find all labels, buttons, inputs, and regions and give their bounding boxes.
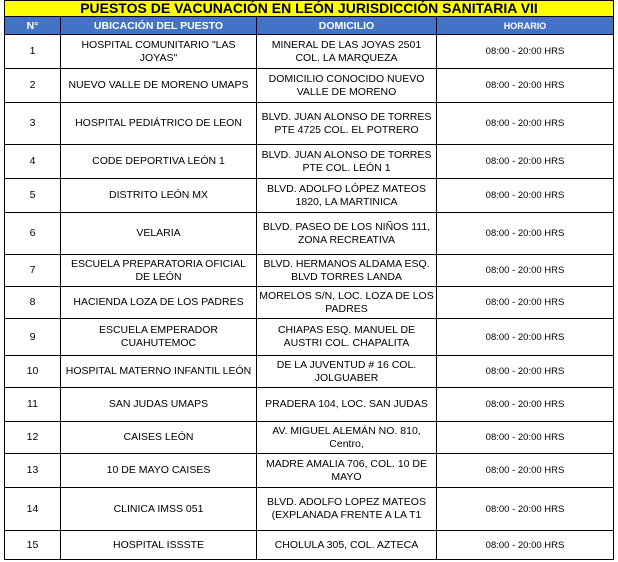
row-schedule: 08:00 - 20:00 HRS — [437, 454, 614, 488]
row-number: 12 — [5, 422, 61, 454]
row-location: ESCUELA PREPARATORIA OFICIAL DE LEÓN — [61, 255, 257, 287]
table-row — [5, 319, 614, 356]
row-address: BLVD. HERMANOS ALDAMA ESQ. BLVD TORRES LANDA — [257, 255, 437, 287]
row-schedule: 08:00 - 20:00 HRS — [437, 103, 614, 145]
table-row — [5, 287, 614, 319]
row-location: HOSPITAL COMUNITARIO "LAS JOYAS" — [61, 35, 257, 69]
row-address: MORELOS S/N, LOC. LOZA DE LOS PADRES — [257, 287, 437, 319]
row-address: DOMICILIO CONOCIDO NUEVO VALLE DE MORENO — [257, 69, 437, 103]
row-location: CODE DEPORTIVA LEÓN 1 — [61, 145, 257, 179]
table-row — [5, 213, 614, 255]
row-location: ESCUELA EMPERADOR CUAHUTEMOC — [61, 319, 257, 356]
row-address: MINERAL DE LAS JOYAS 2501 COL. LA MARQUEZA — [257, 35, 437, 69]
row-location: HOSPITAL ISSSTE — [61, 531, 257, 560]
table-row — [5, 145, 614, 179]
row-schedule: 08:00 - 20:00 HRS — [437, 388, 614, 422]
row-number: 10 — [5, 356, 61, 388]
row-address: MADRE AMALIA 706, COL. 10 DE MAYO — [257, 454, 437, 488]
row-location: CAISES LEÓN — [61, 422, 257, 454]
row-number: 11 — [5, 388, 61, 422]
table-row — [5, 531, 614, 560]
table-row — [5, 103, 614, 145]
title-row — [5, 1, 614, 17]
row-number: 7 — [5, 255, 61, 287]
sheet-title: PUESTOS DE VACUNACIÓN EN LEÓN JURISDICCIÓN SANITARIA VII — [5, 1, 614, 17]
row-schedule: 08:00 - 20:00 HRS — [437, 145, 614, 179]
row-address: BLVD. PASEO DE LOS NIÑOS 111, ZONA RECREATIVA — [257, 213, 437, 255]
table-row — [5, 422, 614, 454]
row-address: BLVD. JUAN ALONSO DE TORRES PTE 4725 COL. EL POTRERO — [257, 103, 437, 145]
table-row — [5, 179, 614, 213]
row-number: 4 — [5, 145, 61, 179]
row-number: 15 — [5, 531, 61, 560]
row-address: DE LA JUVENTUD # 16 COL. JOLGUABER — [257, 356, 437, 388]
row-address: CHIAPAS ESQ. MANUEL DE AUSTRI COL. CHAPALITA — [257, 319, 437, 356]
row-number: 5 — [5, 179, 61, 213]
row-number: 8 — [5, 287, 61, 319]
table-row — [5, 35, 614, 69]
row-location: CLINICA IMSS 051 — [61, 488, 257, 531]
row-number: 9 — [5, 319, 61, 356]
header-number: N° — [5, 17, 61, 35]
vaccination-sites-sheet — [4, 0, 613, 560]
header-row — [5, 17, 614, 35]
row-location: HOSPITAL PEDIÁTRICO DE LEON — [61, 103, 257, 145]
row-schedule: 08:00 - 20:00 HRS — [437, 356, 614, 388]
header-address: DOMICILIO — [257, 17, 437, 35]
row-schedule: 08:00 - 20:00 HRS — [437, 213, 614, 255]
row-location: HOSPITAL MATERNO INFANTIL LEÓN — [61, 356, 257, 388]
row-location: DISTRITO LEÓN MX — [61, 179, 257, 213]
row-number: 2 — [5, 69, 61, 103]
table-row — [5, 388, 614, 422]
table-row — [5, 454, 614, 488]
table-row — [5, 356, 614, 388]
row-address: BLVD. JUAN ALONSO DE TORRES PTE COL. LEÓN 1 — [257, 145, 437, 179]
row-schedule: 08:00 - 20:00 HRS — [437, 69, 614, 103]
table-row — [5, 488, 614, 531]
row-schedule: 08:00 - 20:00 HRS — [437, 531, 614, 560]
row-schedule: 08:00 - 20:00 HRS — [437, 35, 614, 69]
row-location: HACIENDA LOZA DE LOS PADRES — [61, 287, 257, 319]
row-address: BLVD. ADOLFO LÓPEZ MATEOS 1820, LA MARTINICA — [257, 179, 437, 213]
table-row — [5, 255, 614, 287]
header-schedule: HORARIO — [437, 17, 614, 35]
row-address: AV. MIGUEL ALEMÁN NO. 810, Centro, — [257, 422, 437, 454]
row-location: 10 DE MAYO CAISES — [61, 454, 257, 488]
row-schedule: 08:00 - 20:00 HRS — [437, 319, 614, 356]
row-number: 1 — [5, 35, 61, 69]
table-body — [5, 35, 614, 560]
row-schedule: 08:00 - 20:00 HRS — [437, 179, 614, 213]
row-schedule: 08:00 - 20:00 HRS — [437, 488, 614, 531]
row-number: 14 — [5, 488, 61, 531]
row-schedule: 08:00 - 20:00 HRS — [437, 255, 614, 287]
row-number: 3 — [5, 103, 61, 145]
row-location: VELARIA — [61, 213, 257, 255]
row-location: SAN JUDAS UMAPS — [61, 388, 257, 422]
row-location: NUEVO VALLE DE MORENO UMAPS — [61, 69, 257, 103]
row-schedule: 08:00 - 20:00 HRS — [437, 287, 614, 319]
row-address: BLVD. ADOLFO LOPEZ MATEOS (EXPLANADA FRENTE A LA T1 — [257, 488, 437, 531]
row-address: CHOLULA 305, COL. AZTECA — [257, 531, 437, 560]
row-number: 13 — [5, 454, 61, 488]
row-address: PRADERA 104, LOC. SAN JUDAS — [257, 388, 437, 422]
header-location: UBICACIÓN DEL PUESTO — [61, 17, 257, 35]
row-schedule: 08:00 - 20:00 HRS — [437, 422, 614, 454]
table-row — [5, 69, 614, 103]
row-number: 6 — [5, 213, 61, 255]
vaccination-sites-table — [4, 0, 614, 560]
